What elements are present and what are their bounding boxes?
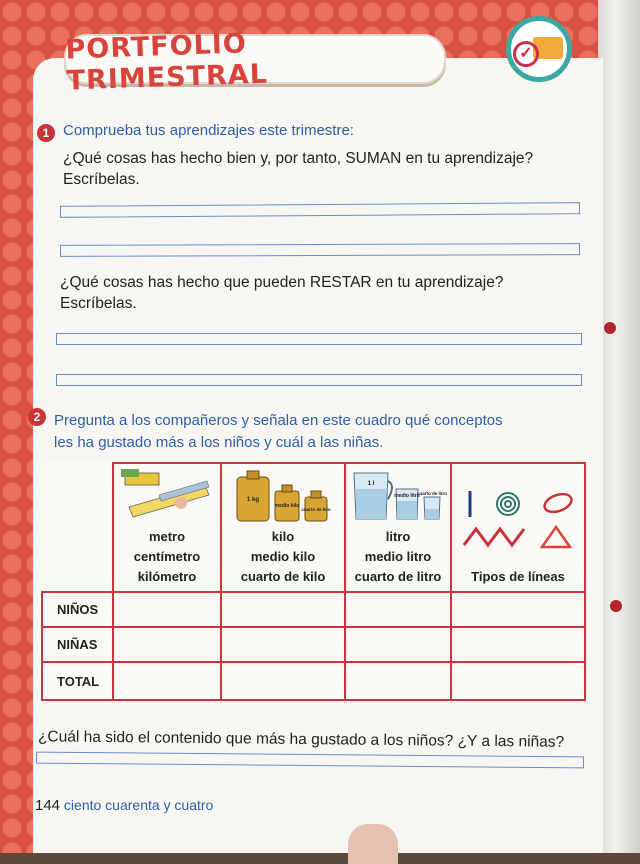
question-2-line-2: Escríbelas. xyxy=(60,295,137,312)
table-cell[interactable] xyxy=(221,627,345,662)
column-volume xyxy=(345,463,451,592)
answer-line-3[interactable] xyxy=(56,333,582,345)
label-medio-kilo: medio kilo xyxy=(250,549,316,564)
page-footer xyxy=(35,797,213,814)
page-number: 144 xyxy=(35,797,61,814)
table-cell[interactable] xyxy=(113,662,221,700)
portfolio-badge-icon xyxy=(506,16,572,82)
volume-labels xyxy=(346,527,450,591)
answer-line-4[interactable] xyxy=(56,374,582,386)
label-cuarto-kilo: cuarto de kilo xyxy=(240,569,326,584)
weight-label-half: medio kilo xyxy=(274,503,300,509)
table-cell[interactable] xyxy=(113,627,221,662)
table-cell[interactable] xyxy=(451,627,585,662)
label-tipos-lineas: Tipos de líneas xyxy=(471,569,565,584)
question-2-text xyxy=(60,272,503,314)
weight-label-quarter: cuarto de kilo xyxy=(301,507,331,512)
table-cell[interactable] xyxy=(345,592,451,627)
table-cell[interactable] xyxy=(345,627,451,662)
label-kilo: kilo xyxy=(271,529,295,544)
question-1-line-2: Escríbelas. xyxy=(63,171,140,188)
jugs-icon xyxy=(348,467,448,523)
decorative-dot xyxy=(610,600,622,612)
table-cell[interactable] xyxy=(451,592,585,627)
column-length xyxy=(113,463,221,592)
mass-labels xyxy=(222,527,344,591)
answer-line-2[interactable] xyxy=(60,243,580,257)
section-1-instruction: Comprueba tus aprendizajes este trimestre: xyxy=(63,122,354,139)
thumb xyxy=(348,824,398,864)
next-page-edge xyxy=(598,0,640,853)
label-centimetro: centímetro xyxy=(133,549,201,564)
page-title: PORTFOLIO TRIMESTRAL xyxy=(65,28,269,97)
row-label-ninos: NIÑOS xyxy=(42,592,113,627)
table-cell[interactable] xyxy=(113,592,221,627)
title-banner xyxy=(64,28,446,97)
section-2-line-2: les ha gustado más a los niños y cuál a las niñas. xyxy=(54,434,384,451)
page-number-words: ciento cuarenta y cuatro xyxy=(63,797,214,813)
line-types-icon xyxy=(458,489,578,551)
table-row xyxy=(42,592,585,627)
table-row xyxy=(42,662,585,700)
row-label-ninas: NIÑAS xyxy=(42,627,113,662)
table-cell[interactable] xyxy=(221,592,345,627)
table-cell[interactable] xyxy=(451,662,585,700)
decorative-dot xyxy=(604,322,616,334)
weight-label-1kg: 1 kg xyxy=(246,497,260,503)
question-1-line-1: ¿Qué cosas has hecho bien y, por tanto, SUMAN en tu aprendizaje? xyxy=(63,150,534,167)
section-2-line-1: Pregunta a los compañeros y señala en este cuadro qué conceptos xyxy=(54,412,503,429)
question-2-line-1: ¿Qué cosas has hecho que pueden RESTAR en tu aprendizaje? xyxy=(60,274,504,291)
length-labels xyxy=(114,527,220,591)
check-icon: ✓ xyxy=(513,41,539,67)
label-litro: litro xyxy=(385,529,411,544)
section-2-number: 2 xyxy=(28,408,46,426)
column-lines xyxy=(451,463,585,592)
jug-label-quarter: cuarto de litro xyxy=(416,491,448,496)
table-cell[interactable] xyxy=(221,662,345,700)
ruler-icon xyxy=(119,467,215,523)
section-2-instruction xyxy=(54,410,503,454)
table-corner xyxy=(42,463,113,592)
row-label-total: TOTAL xyxy=(42,662,113,700)
label-metro: metro xyxy=(148,529,186,544)
weights-icon xyxy=(233,467,333,523)
question-1-text xyxy=(63,148,533,190)
survey-table xyxy=(41,462,586,701)
table-cell[interactable] xyxy=(345,662,451,700)
section-1-number: 1 xyxy=(37,124,55,142)
table-row xyxy=(42,627,585,662)
jug-label-half: medio litro xyxy=(394,493,420,499)
label-cuarto-litro: cuarto de litro xyxy=(354,569,442,584)
label-kilometro: kilómetro xyxy=(137,569,197,584)
jug-label-1l: 1 l xyxy=(367,481,375,487)
lines-label-wrap xyxy=(452,555,584,591)
column-mass xyxy=(221,463,345,592)
label-medio-litro: medio litro xyxy=(364,549,432,564)
final-question: ¿Cuál ha sido el contenido que más ha gustado a los niños? ¿Y a las niñas? xyxy=(37,728,565,751)
